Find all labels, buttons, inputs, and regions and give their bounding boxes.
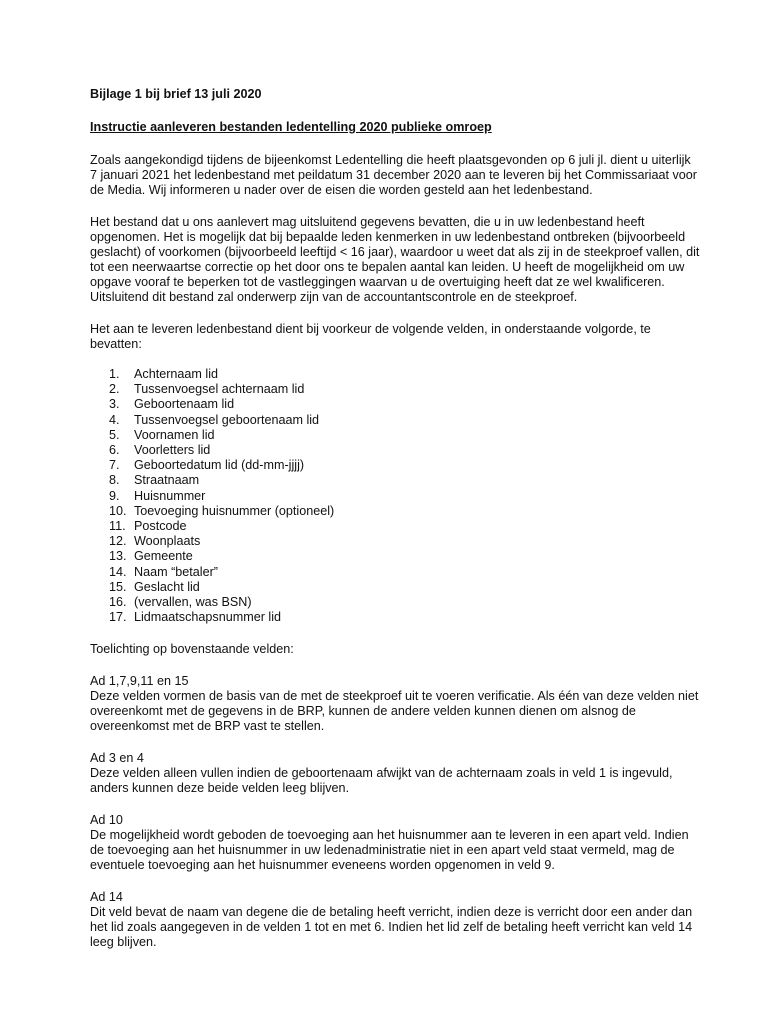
list-item-label: Toevoeging huisnummer (optioneel) — [134, 503, 335, 518]
intro-paragraph: Zoals aangekondigd tijdens de bijeenkomst Ledentelling die heeft plaatsgevonden op 6 juli jl. dient u uiterlijk 7 januari 2021 het ledenbestand met peildatum 31 december 2020 aan te leveren bij het Commissariaat voor de Media. Wij informeren u nader over de eisen die worden gesteld aan het ledenbestand. — [90, 153, 697, 197]
list-item — [109, 382, 700, 397]
list-item-label: Achternaam lid — [134, 367, 218, 381]
list-item — [109, 488, 700, 504]
section-body: De mogelijkheid wordt geboden de toevoeging aan het huisnummer aan te leveren in een apart veld. Indien de toevoeging aan het huisnummer in uw ledenadministratie niet in een apart veld staat vermeld, mag de eventuele toevoeging aan het huisnummer eveneens worden opgenomen in veld 9. — [90, 828, 689, 873]
list-item — [109, 579, 700, 595]
list-item-number: 2. — [109, 382, 120, 397]
list-item-number: 17. — [109, 610, 127, 625]
list-item — [109, 397, 700, 412]
list-item — [109, 367, 700, 382]
list-item-number: 11. — [109, 519, 126, 534]
section-heading: Ad 3 en 4 — [90, 751, 144, 766]
list-item-number: 4. — [109, 412, 120, 427]
list-item-label: Huisnummer — [134, 488, 206, 503]
list-item-label: Woonplaats — [134, 534, 201, 549]
list-item-label: Voorletters lid — [134, 443, 211, 458]
list-item-number: 14. — [109, 564, 127, 579]
list-item-label: Naam “betaler” — [134, 564, 218, 579]
list-item — [109, 519, 700, 534]
list-item-label: Lidmaatschapsnummer lid — [134, 610, 281, 625]
section-heading: Ad 10 — [90, 813, 123, 828]
list-item — [109, 503, 700, 519]
list-item — [109, 564, 700, 580]
document-title: Instructie aanleveren bestanden ledentelling 2020 publieke omroep — [90, 120, 492, 134]
section-heading: Ad 14 — [90, 890, 123, 905]
list-item-number: 8. — [109, 473, 120, 488]
list-item-label: Geslacht lid — [134, 579, 200, 594]
list-item — [109, 458, 700, 473]
list-item-number: 6. — [109, 443, 120, 458]
explanation-sections — [90, 674, 700, 950]
contents-paragraph: Het bestand dat u ons aanlevert mag uitsluitend gegevens bevatten, die u in uw ledenbestand heeft opgenomen. Het is mogelijk dat bij bepaalde leden kenmerken in uw ledenbestand ontbreken (bijvoorbeeld geslacht) of voorkomen (bijvoorbeeld leeftijd < 16 jaar), waardoor u weet dat als zij in de steekproef vallen, dit tot een neerwaartse correctie op het door ons te bepalen aantal kan leiden. U heeft de mogelijkheid om uw opgave vooraf te beperken tot de vastleggingen waarvan u de overtuiging heeft dat ze wel kwalificeren. Uitsluitend dit bestand zal onderwerp zijn van de accountantscontrole en de steekproef. — [90, 215, 700, 304]
list-item-number: 5. — [109, 427, 120, 442]
fields-list — [90, 367, 700, 625]
explanation-heading: Toelichting op bovenstaande velden: — [90, 642, 294, 657]
list-item-number: 1. — [109, 367, 120, 381]
section-body: Deze velden vormen de basis van de met de steekproef uit te voeren verificatie. Als één van deze velden niet overeenkomt met de gegevens in de BRP, kunnen de andere velden kunnen dienen om alsnog de overeenkomst met de BRP vast te stellen. — [90, 689, 699, 734]
list-item — [109, 610, 700, 625]
list-item-label: Straatnaam — [134, 473, 200, 488]
list-item — [109, 595, 700, 610]
list-item-label: Tussenvoegsel geboortenaam lid — [134, 412, 320, 427]
list-item — [109, 473, 700, 488]
list-item-number: 7. — [109, 458, 120, 473]
section-body: Dit veld bevat de naam van degene die de betaling heeft verricht, indien deze is verricht door een ander dan het lid zoals aangegeven in de velden 1 tot en met 6. Indien het lid zelf de betaling heeft verricht kan veld 14 leeg blijven. — [90, 905, 693, 950]
fields-intro-paragraph: Het aan te leveren ledenbestand dient bij voorkeur de volgende velden, in onderstaande volgorde, te bevatten: — [90, 322, 651, 351]
list-item — [109, 534, 700, 549]
list-item — [109, 549, 700, 564]
attachment-reference: Bijlage 1 bij brief 13 juli 2020 — [90, 87, 262, 101]
list-item — [109, 412, 700, 428]
list-item-label: Gemeente — [134, 549, 193, 564]
list-item — [109, 443, 700, 458]
list-item — [109, 427, 700, 443]
section-heading: Ad 1,7,9,11 en 15 — [90, 674, 189, 689]
list-item-label: Geboortenaam lid — [134, 397, 235, 412]
list-item-label: Voornamen lid — [134, 427, 215, 442]
list-item-number: 3. — [109, 397, 120, 412]
list-item-label: (vervallen, was BSN) — [134, 595, 252, 610]
list-item-label: Geboortedatum lid (dd-mm-jjjj) — [134, 458, 305, 473]
list-item-label: Postcode — [134, 519, 187, 534]
list-item-number: 10. — [109, 503, 127, 518]
list-item-number: 9. — [109, 488, 120, 503]
list-item-number: 16. — [109, 595, 127, 610]
list-item-label: Tussenvoegsel achternaam lid — [134, 382, 305, 397]
list-item-number: 13. — [109, 549, 127, 564]
list-item-number: 12. — [109, 534, 127, 549]
list-item-number: 15. — [109, 579, 127, 594]
section-body: Deze velden alleen vullen indien de geboortenaam afwijkt van de achternaam zoals in veld 1 is ingevuld, anders kunnen deze beide velden leeg blijven. — [90, 766, 673, 796]
